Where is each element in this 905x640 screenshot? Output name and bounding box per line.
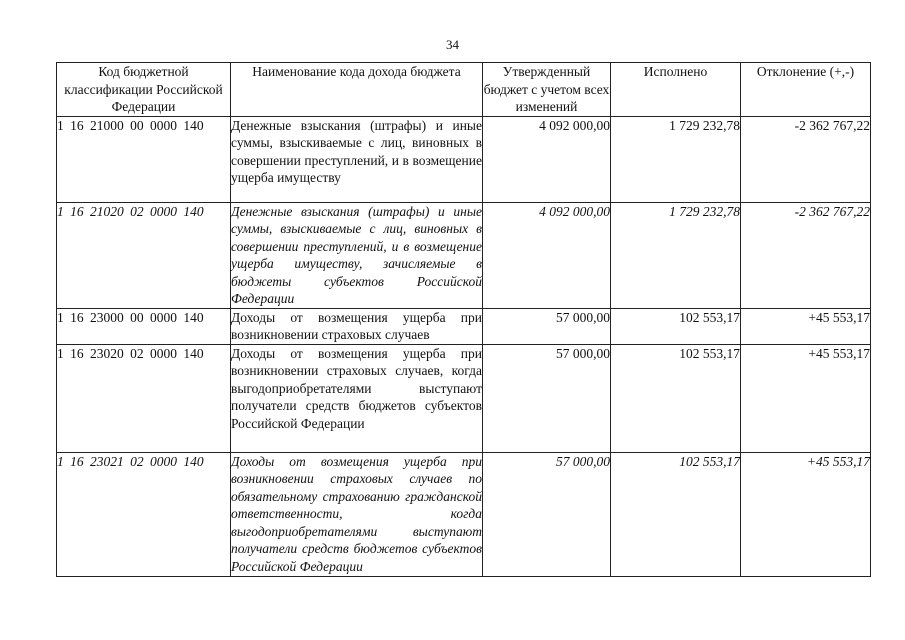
budget-revenue-table bbox=[56, 62, 871, 577]
row-name: Денежные взыскания (штрафы) и иные суммы, взыскиваемые с лиц, виновных в совершении преступлений, и в возмещение ущерба имуществу bbox=[231, 116, 483, 202]
header-name: Наименование кода дохода бюджета bbox=[231, 63, 483, 117]
row-deviation: -2 362 767,22 bbox=[741, 116, 871, 202]
row-name: Денежные взыскания (штрафы) и иные суммы, взыскиваемые с лиц, виновных в совершении преступлений, и в возмещение ущерба имуществу, зачисляемые в бюджеты субъектов Российской Федерации bbox=[231, 203, 482, 306]
row-approved: 57 000,00 bbox=[483, 344, 611, 452]
row-code: 1 16 21020 02 0000 140 bbox=[57, 202, 231, 308]
row-executed: 102 553,17 bbox=[611, 344, 741, 452]
header-code: Код бюджетной классификации Российской Федерации bbox=[57, 63, 231, 117]
header-executed: Исполнено bbox=[611, 63, 741, 117]
row-name: Доходы от возмещения ущерба при возникновении страховых случаев bbox=[231, 309, 482, 342]
row-deviation: +45 553,17 bbox=[741, 344, 871, 452]
table-row bbox=[57, 116, 871, 202]
row-approved: 57 000,00 bbox=[483, 452, 611, 576]
row-executed: 1 729 232,78 bbox=[611, 116, 741, 202]
row-name: Доходы от возмещения ущерба при возникновении страховых случаев по обязательному страхованию гражданской ответственности, когда выгодоприобретателями выступают получатели средств бюджетов субъектов Российской Федерации bbox=[231, 452, 483, 576]
row-deviation: +45 553,17 bbox=[741, 308, 871, 344]
row-executed: 1 729 232,78 bbox=[611, 202, 741, 308]
row-executed: 102 553,17 bbox=[611, 452, 741, 576]
row-approved: 4 092 000,00 bbox=[483, 202, 611, 308]
table-row bbox=[57, 344, 871, 452]
row-approved: 4 092 000,00 bbox=[483, 116, 611, 202]
row-approved: 57 000,00 bbox=[483, 308, 611, 344]
row-deviation: -2 362 767,22 bbox=[741, 202, 871, 308]
row-name: Доходы от возмещения ущерба при возникновении страховых случаев, когда выгодоприобретателями выступают получатели средств бюджетов субъектов Российской Федерации bbox=[231, 344, 483, 452]
table-row bbox=[57, 202, 871, 308]
header-approved: Утвержденный бюджет с учетом всех изменений bbox=[483, 64, 610, 114]
table-row bbox=[57, 452, 871, 576]
row-executed: 102 553,17 bbox=[611, 308, 741, 344]
header-deviation: Отклонение (+,-) bbox=[741, 63, 871, 117]
row-code: 1 16 23020 02 0000 140 bbox=[57, 344, 231, 452]
row-code: 1 16 23000 00 0000 140 bbox=[57, 308, 231, 344]
row-deviation: +45 553,17 bbox=[741, 452, 871, 576]
page-number: 34 bbox=[446, 37, 459, 52]
row-code: 1 16 21000 00 0000 140 bbox=[57, 116, 231, 202]
table-header-row bbox=[57, 63, 871, 117]
row-code: 1 16 23021 02 0000 140 bbox=[57, 452, 231, 576]
table-row bbox=[57, 308, 871, 344]
